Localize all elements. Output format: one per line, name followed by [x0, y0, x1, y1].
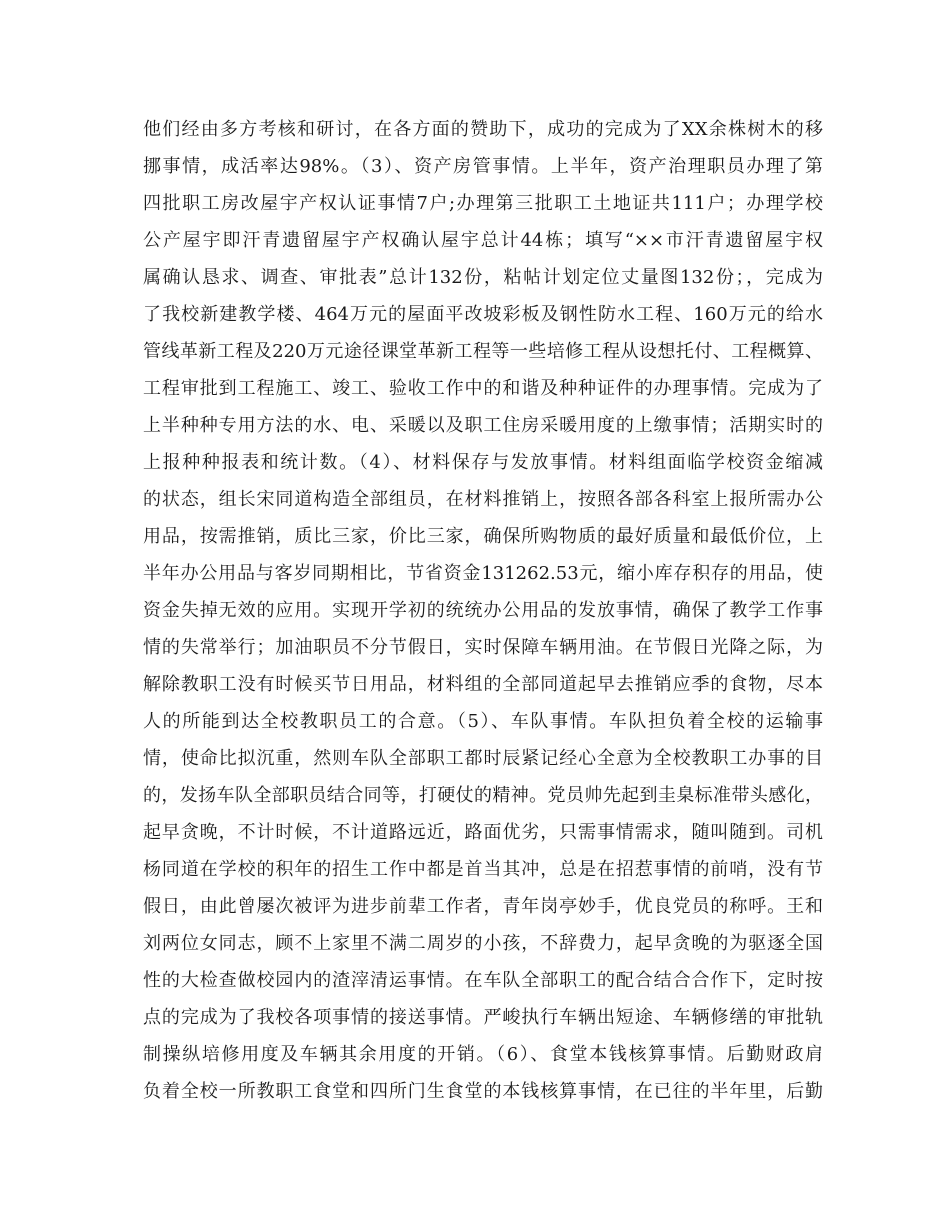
text-line: 四批职工房改屋宇产权认证事情7户;办理第三批职工土地证共111户；办理学校 [143, 193, 823, 214]
text-line: 的状态，组长宋同道构造全部组员，在材料推销上，按照各部各科室上报所需办公 [143, 489, 823, 510]
text-line: 负着全校一所教职工食堂和四所门生食堂的本钱核算事情，在已往的半年里，后勤 [143, 1081, 823, 1102]
text-line: 属确认恳求、调查、审批表”总计132份，粘帖计划定位丈量图132份；，完成为 [143, 267, 823, 288]
body-text [143, 111, 823, 1110]
text-line: 解除教职工没有时候买节日用品，材料组的全部同道起早去推销应季的食物，尽本 [143, 674, 823, 695]
text-line: 工程审批到工程施工、竣工、验收工作中的和谐及种种证件的办理事情。完成为了 [143, 378, 823, 399]
text-line: 杨同道在学校的积年的招生工作中都是首当其冲，总是在招惹事情的前哨，没有节 [143, 859, 823, 880]
text-line: 刘两位女同志，顾不上家里不满二周岁的小孩，不辞费力，起早贪晚的为驱逐全国 [143, 933, 823, 954]
text-line: 资金失掉无效的应用。实现开学初的统统办公用品的发放事情，确保了教学工作事 [143, 600, 823, 621]
text-line: 起早贪晚，不计时候，不计道路远近，路面优劣，只需事情需求，随叫随到。司机 [143, 822, 823, 843]
text-line: 假日，由此曾屡次被评为进步前辈工作者，青年岗亭妙手，优良党员的称呼。王和 [143, 896, 823, 917]
text-line: 情，使命比拟沉重，然则车队全部职工都时辰紧记经心全意为全校教职工办事的目 [143, 748, 823, 769]
text-line: 上报种种报表和统计数。（4）、材料保存与发放事情。材料组面临学校资金缩减 [143, 452, 823, 473]
text-line: 性的大检查做校园内的渣滓清运事情。在车队全部职工的配合结合合作下，定时按 [143, 970, 823, 991]
text-line: 管线革新工程及220万元途径课堂革新工程等一些培修工程从设想托付、工程概算、 [143, 341, 823, 362]
text-line: 他们经由多方考核和研讨，在各方面的赞助下，成功的完成为了XX余株树木的移 [143, 119, 823, 140]
text-line: 情的失常举行；加油职员不分节假日，实时保障车辆用油。在节假日光降之际，为 [143, 637, 823, 658]
text-line: 的，发扬车队全部职员结合同等，打硬仗的精神。党员帅先起到圭臬标准带头感化， [143, 785, 823, 806]
text-line: 了我校新建教学楼、464万元的屋面平改坡彩板及钢性防水工程、160万元的给水 [143, 304, 823, 325]
text-line: 上半种种专用方法的水、电、采暖以及职工住房采暖用度的上缴事情；活期实时的 [143, 415, 823, 436]
text-line: 半年办公用品与客岁同期相比，节省资金131262.53元，缩小库存积存的用品，使 [143, 563, 823, 584]
text-line: 点的完成为了我校各项事情的接送事情。严峻执行车辆出短途、车辆修缮的审批轨 [143, 1007, 823, 1028]
text-line: 挪事情，成活率达98%。（3）、资产房管事情。上半年，资产治理职员办理了第 [143, 156, 823, 177]
text-line: 制操纵培修用度及车辆其余用度的开销。（6）、食堂本钱核算事情。后勤财政肩 [143, 1044, 823, 1065]
text-line: 用品，按需推销，质比三家，价比三家，确保所购物质的最好质量和最低价位，上 [143, 526, 823, 547]
text-line: 人的所能到达全校教职员工的合意。（5）、车队事情。车队担负着全校的运输事 [143, 711, 823, 732]
text-line: 公产屋宇即汗青遗留屋宇产权确认屋宇总计44栋；填写“××市汗青遗留屋宇权 [143, 230, 823, 251]
